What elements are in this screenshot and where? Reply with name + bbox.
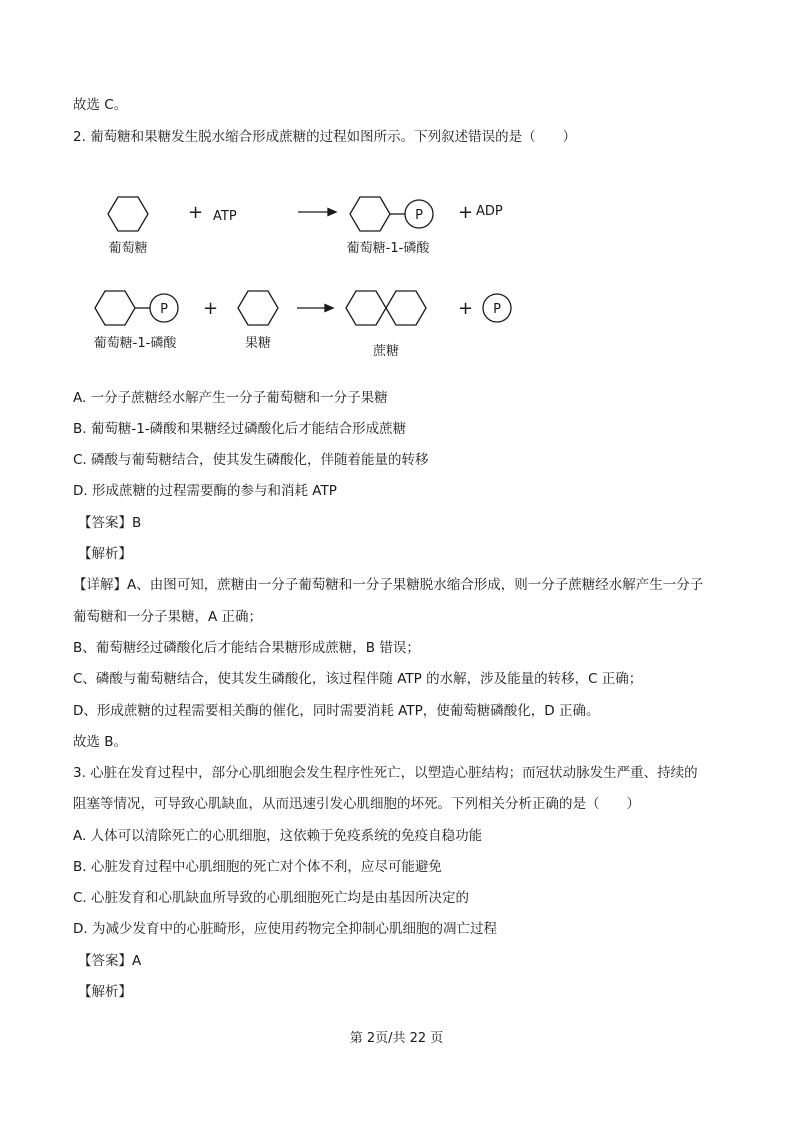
- q3-option-d: D. 为减少发育中的心脏畸形，应使用药物完全抑制心肌细胞的凋亡过程: [73, 921, 497, 937]
- question-3-stem-1: 3. 心脏在发育过程中，部分心肌细胞会发生程序性死亡，以塑造心脏结构；而冠状动脉发生严重、持续的: [73, 765, 698, 781]
- explanation-line-3: B、葡萄糖经过磷酸化后才能结合果糖形成蔗糖，B 错误；: [73, 640, 420, 656]
- option-a: A. 一分子蔗糖经水解产生一分子葡萄糖和一分子果糖: [73, 390, 388, 406]
- adp-label: ADP: [476, 204, 503, 219]
- question-3-stem-2: 阻塞等情况，可导致心肌缺血，从而迅速引发心肌细胞的坏死。下列相关分析正确的是（ ）: [73, 796, 640, 812]
- page-footer: 第 2页/共 22 页: [349, 1031, 444, 1046]
- conclusion-line: 故选 B。: [73, 734, 128, 750]
- explanation-line-1: 【详解】A、由图可知，蔗糖由一分子葡萄糖和一分子果糖脱水缩合形成，则一分子蔗糖经水解产生一分子: [73, 577, 704, 593]
- option-d: D. 形成蔗糖的过程需要酶的参与和消耗 ATP: [73, 483, 337, 499]
- q3-analysis-label: 【解析】: [78, 984, 132, 1000]
- sucrose-hexagon-left-icon: [346, 291, 386, 325]
- phosphate-label: P: [415, 208, 423, 223]
- sucrose-hexagon-right-icon: [386, 291, 426, 325]
- phosphate-label-3: P: [493, 302, 501, 317]
- fructose-hexagon-icon: [238, 291, 278, 325]
- analysis-label: 【解析】: [78, 546, 132, 562]
- answer-label: 【答案】B: [78, 515, 142, 531]
- question-2-stem: 2. 葡萄糖和果糖发生脱水缩合形成蔗糖的过程如图所示。下列叙述错误的是（ ）: [73, 129, 577, 145]
- explanation-line-5: D、形成蔗糖的过程需要相关酶的催化，同时需要消耗 ATP，使葡萄糖磷酸化，D 正确。: [73, 703, 600, 719]
- q3-option-c: C. 心脏发育和心肌缺血所导致的心肌细胞死亡均是由基因所决定的: [73, 890, 470, 906]
- plus-sign-1: +: [188, 202, 204, 223]
- glucose-label: 葡萄糖: [108, 241, 148, 256]
- glucose-hexagon-icon: [108, 197, 148, 231]
- g1p-hexagon-icon-2: [95, 291, 135, 325]
- plus-sign-2: +: [458, 202, 474, 223]
- explanation-line-2: 葡萄糖和一分子果糖，A 正确；: [73, 609, 263, 625]
- sucrose-label: 蔗糖: [372, 344, 400, 359]
- option-c: C. 磷酸与葡萄糖结合，使其发生磷酸化，伴随着能量的转移: [73, 452, 429, 468]
- plus-sign-4: +: [458, 298, 474, 319]
- phosphate-label-2: P: [160, 302, 168, 317]
- q3-option-b: B. 心脏发育过程中心肌细胞的死亡对个体不利，应尽可能避免: [73, 859, 442, 875]
- plus-sign-3: +: [203, 298, 219, 319]
- g1p-label-2: 葡萄糖-1-磷酸: [93, 336, 177, 351]
- q3-answer-label: 【答案】A: [78, 953, 142, 969]
- sucrose-formation-diagram: [80, 180, 550, 370]
- explanation-line-4: C、磷酸与葡萄糖结合，使其发生磷酸化，该过程伴随 ATP 的水解，涉及能量的转移，C 正确；: [73, 671, 643, 687]
- fructose-label: 果糖: [244, 336, 272, 351]
- option-b: B. 葡萄糖-1-磷酸和果糖经过磷酸化后才能结合形成蔗糖: [73, 421, 407, 437]
- atp-label: ATP: [213, 209, 237, 224]
- g1p-hexagon-icon: [350, 197, 390, 231]
- g1p-label: 葡萄糖-1-磷酸: [346, 241, 430, 256]
- line-1: 故选 C。: [73, 97, 128, 113]
- q3-option-a: A. 人体可以清除死亡的心肌细胞，这依赖于免疫系统的免疫自稳功能: [73, 828, 483, 844]
